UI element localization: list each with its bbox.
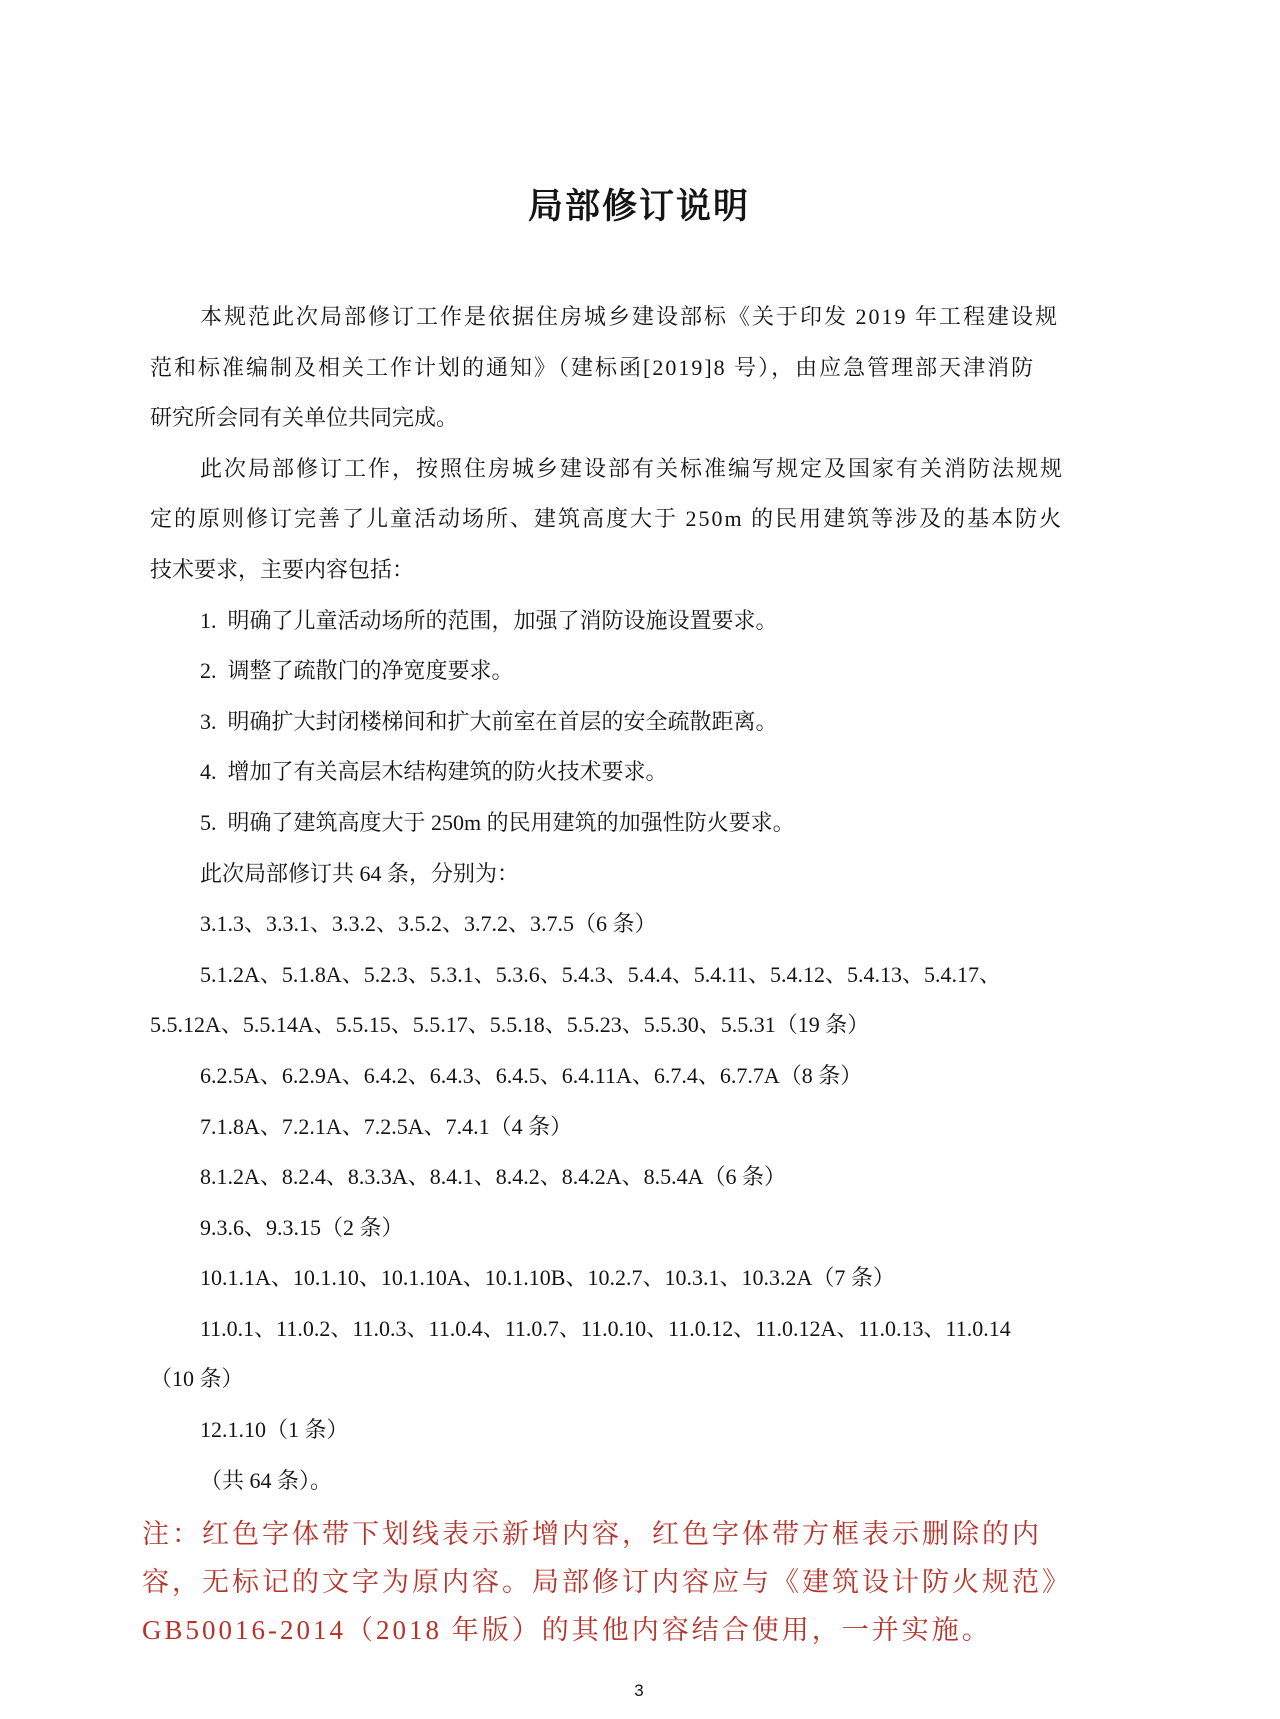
body-line: 12.1.10（1 条）: [200, 1417, 349, 1443]
body-text-block: [150, 292, 1128, 1506]
body-line: 此次局部修订工作，按照住房城乡建设部有关标准编写规定及国家有关消防法规规: [200, 455, 1065, 481]
page-number: 3: [634, 1681, 644, 1700]
body-line: （10 条）: [150, 1366, 244, 1392]
note-line: 容，无标记的文字为原内容。局部修订内容应与《建筑设计防火规范》: [142, 1567, 1072, 1597]
body-line: 本规范此次局部修订工作是依据住房城乡建设部标《关于印发 2019 年工程建设规: [200, 304, 1060, 329]
body-line: 1. 明确了儿童活动场所的范围，加强了消防设施设置要求。: [200, 607, 778, 633]
body-line: 定的原则修订完善了儿童活动场所、建筑高度大于 250m 的民用建筑等涉及的基本防火: [150, 506, 1064, 532]
body-line: 9.3.6、9.3.15（2 条）: [200, 1214, 404, 1240]
body-line: 5.1.2A、5.1.8A、5.2.3、5.3.1、5.3.6、5.4.3、5.4.4、5.4.11、5.4.12、5.4.13、5.4.17、: [200, 961, 1001, 987]
body-line: 8.1.2A、8.2.4、8.3.3A、8.4.1、8.4.2、8.4.2A、8.5.4A（6 条）: [200, 1164, 787, 1190]
body-line: 3.1.3、3.3.1、3.3.2、3.5.2、3.7.2、3.7.5（6 条）: [200, 911, 657, 937]
body-line: 2. 调整了疏散门的净宽度要求。: [200, 658, 514, 684]
body-line: 6.2.5A、6.2.9A、6.4.2、6.4.3、6.4.5、6.4.11A、6.7.4、6.7.7A（8 条）: [200, 1062, 863, 1088]
body-line: 5.5.12A、5.5.14A、5.5.15、5.5.17、5.5.18、5.5.23、5.5.30、5.5.31（19 条）: [150, 1012, 870, 1038]
page-title: 局部修订说明: [527, 187, 750, 226]
body-line: 7.1.8A、7.2.1A、7.2.5A、7.4.1（4 条）: [200, 1113, 573, 1139]
body-line: 5. 明确了建筑高度大于 250m 的民用建筑的加强性防火要求。: [200, 809, 795, 835]
body-line: 范和标准编制及相关工作计划的通知》（建标函[2019]8 号），由应急管理部天津消防: [150, 354, 1036, 380]
body-line: 技术要求，主要内容包括：: [150, 556, 415, 582]
body-line: 10.1.1A、10.1.10、10.1.10A、10.1.10B、10.2.7、10.3.1、10.3.2A（7 条）: [200, 1265, 895, 1291]
body-line: （共 64 条）。: [200, 1467, 333, 1493]
note-line: GB50016-2014（2018 年版）的其他内容结合使用，一并实施。: [142, 1615, 992, 1645]
body-line: 11.0.1、11.0.2、11.0.3、11.0.4、11.0.7、11.0.10、11.0.12、11.0.12A、11.0.13、11.0.14: [200, 1315, 1011, 1341]
body-line: 3. 明确扩大封闭楼梯间和扩大前室在首层的安全疏散距离。: [200, 708, 778, 734]
body-line: 此次局部修订共 64 条，分别为：: [200, 860, 520, 886]
revision-note-block: [142, 1510, 1132, 1654]
note-line: 注：红色字体带下划线表示新增内容，红色字体带方框表示删除的内: [142, 1519, 1042, 1549]
body-line: 研究所会同有关单位共同完成。: [150, 405, 459, 431]
body-line: 4. 增加了有关高层木结构建筑的防火技术要求。: [200, 759, 668, 785]
